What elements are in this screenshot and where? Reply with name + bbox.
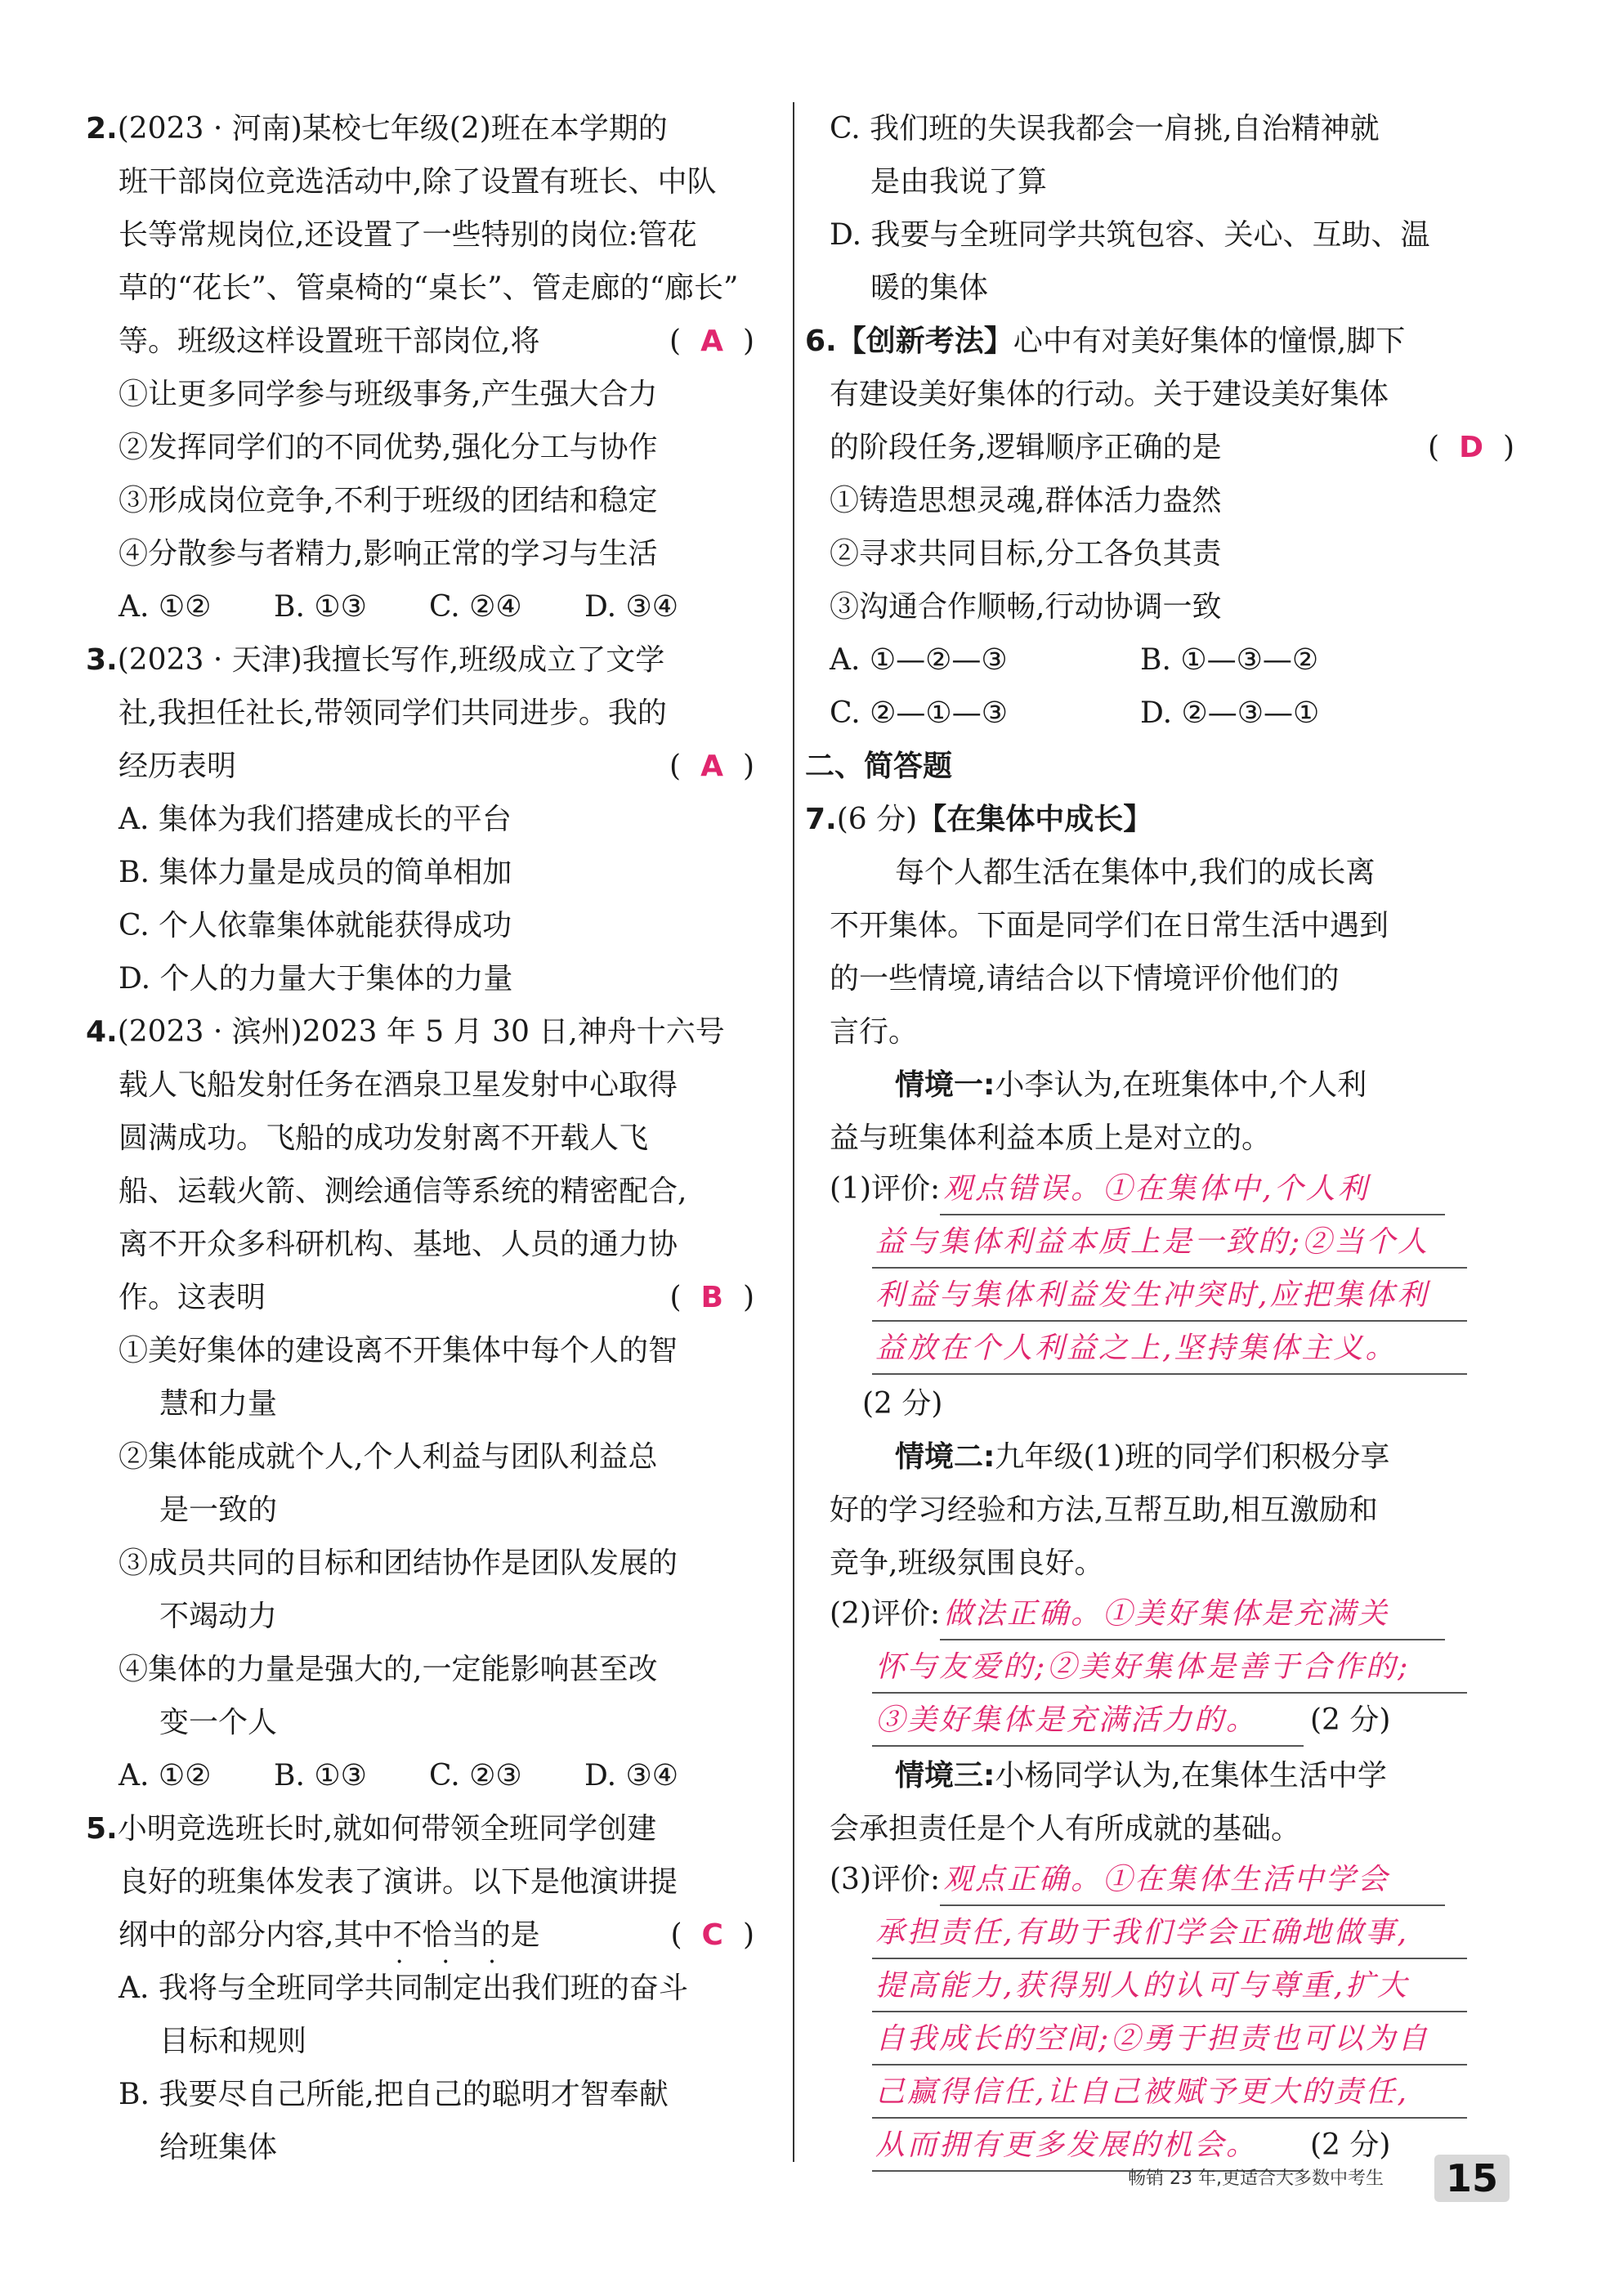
footer-slogan: 畅销 23 年,更适合大多数中考生 <box>1128 2168 1384 2189</box>
question-text: 离不开众多科研机构、基地、人员的通力协 <box>119 1228 678 1261</box>
scenario-text: 九年级(1)班的同学们积极分享 <box>995 1440 1390 1474</box>
question-text: 有建设美好集体的行动。关于建设美好集体 <box>830 378 1389 411</box>
question-text: 等。班级这样设置班干部岗位,将 <box>119 324 540 358</box>
handwritten-answer: 承担责任,有助于我们学会正确地做事, <box>872 1909 1467 1959</box>
question-text: 圆满成功。飞船的成功发射离不开载人飞 <box>119 1121 649 1155</box>
answer-letter: D <box>1459 431 1485 464</box>
question-text: 作。这表明 <box>119 1281 266 1314</box>
statement-item: ④分散参与者精力,影响正常的学习与生活 <box>119 537 658 571</box>
statement-item: ②寻求共同目标,分工各负其责 <box>830 537 1222 571</box>
handwritten-answer: 观点正确。①在集体生活中学会 <box>940 1855 1445 1906</box>
question-number: 3. <box>86 643 118 677</box>
scenario-text: 小李认为,在班集体中,个人利 <box>995 1068 1367 1102</box>
handwritten-answer: 己赢得信任,让自己被赋予更大的责任, <box>872 2068 1467 2119</box>
question-text: 社,我担任社长,带领同学们共同进步。我的 <box>119 696 667 730</box>
statement-item-cont: 变一个人 <box>159 1706 278 1739</box>
statement-item: ①美好集体的建设离不开集体中每个人的智 <box>119 1334 678 1367</box>
question-text: 班干部岗位竞选活动中,除了设置有班长、中队 <box>119 165 717 199</box>
option: C. ②④ <box>429 590 522 624</box>
question-number: 4. <box>86 1015 118 1049</box>
page-number: 15 <box>1434 2155 1510 2202</box>
scenario-text: 小杨同学认为,在集体生活中学 <box>995 1759 1387 1792</box>
evaluation-label: (1)评价: <box>830 1172 941 1206</box>
question-score: (6 分) <box>836 803 918 836</box>
question-text: (2023 · 天津)我擅长写作,班级成立了文学 <box>117 643 665 677</box>
scenario-label: 情境一: <box>895 1068 995 1102</box>
evaluation-label: (2)评价: <box>830 1597 941 1631</box>
statement-item: ①铸造思想灵魂,群体活力盎然 <box>830 484 1222 517</box>
intro-text: 言行。 <box>830 1015 919 1049</box>
statement-item: ①让更多同学参与班级事务,产生强大合力 <box>119 378 658 411</box>
option: C. 我们班的失误我都会一肩挑,自治精神就 <box>830 112 1380 145</box>
statement-item: ③沟通合作顺畅,行动协调一致 <box>830 590 1222 624</box>
score-label: (2 分) <box>862 1387 943 1421</box>
option-cont: 给班集体 <box>159 2131 278 2164</box>
question-text: (2023 · 河南)某校七年级(2)班在本学期的 <box>117 112 668 145</box>
statement-item: ②发挥同学们的不同优势,强化分工与协作 <box>119 431 658 464</box>
question-number: 7. <box>805 803 837 836</box>
option: A. ①—②—③ <box>830 643 1008 677</box>
handwritten-answer: 观点错误。①在集体中,个人利 <box>940 1165 1445 1215</box>
answer-bracket: ( A ) <box>669 324 756 358</box>
answer-letter: C <box>701 1918 725 1952</box>
question-6 <box>805 315 1516 846</box>
answer-bracket: ( B ) <box>669 1281 756 1314</box>
question-text: 良好的班集体发表了演讲。以下是他演讲提 <box>119 1865 678 1899</box>
question-text: 心中有对美好集体的憧憬,脚下 <box>1013 324 1406 358</box>
evaluation-label: (3)评价: <box>830 1863 941 1896</box>
section-title: 二、简答题 <box>805 750 953 783</box>
score-label: (2 分) <box>1310 2128 1391 2162</box>
option: C. 个人依靠集体就能获得成功 <box>119 909 512 942</box>
answer-letter: A <box>700 750 725 783</box>
option-cont: 目标和规则 <box>159 2025 307 2058</box>
question-5-continued <box>830 102 1516 315</box>
option: B. ①③ <box>274 1759 367 1792</box>
handwritten-answer: 自我成长的空间;②勇于担责也可以为自 <box>872 2015 1467 2066</box>
question-text: 草的“花长”、管桌椅的“桌长”、管走廊的“廊长” <box>119 271 739 305</box>
statement-item: ③成员共同的目标和团结协作是团队发展的 <box>119 1546 678 1580</box>
answer-bracket: ( D ) <box>1428 431 1516 464</box>
scenario-text: 益与班集体利益本质上是对立的。 <box>830 1121 1272 1155</box>
right-column <box>805 102 1516 2174</box>
statement-item-cont: 是一致的 <box>159 1493 278 1527</box>
answer-options <box>805 633 1516 687</box>
left-column <box>86 102 756 2174</box>
scenario-label: 情境二: <box>895 1440 995 1474</box>
option: D. ③④ <box>584 1759 679 1792</box>
option: B. ①—③—② <box>1140 643 1319 677</box>
option: D. 我要与全班同学共筑包容、关心、互助、温 <box>830 218 1430 252</box>
answer-letter: B <box>700 1281 725 1314</box>
answer-options <box>86 1749 756 1802</box>
option: B. ①③ <box>274 590 367 624</box>
answer-bracket: ( C ) <box>670 1918 756 1952</box>
option: B. 集体力量是成员的简单相加 <box>119 856 512 889</box>
column-divider <box>793 102 794 2162</box>
handwritten-answer: ③美好集体是充满活力的。 <box>872 1696 1304 1747</box>
handwritten-answer: 利益与集体利益发生冲突时,应把集体利 <box>872 1271 1467 1322</box>
answer-options <box>86 580 756 633</box>
question-text: 长等常规岗位,还设置了一些特别的岗位:管花 <box>119 218 697 252</box>
handwritten-answer: 怀与友爱的;②美好集体是善于合作的; <box>872 1643 1467 1694</box>
score-label: (2 分) <box>1310 1703 1391 1737</box>
question-number: 2. <box>86 112 118 145</box>
option: A. 我将与全班同学共同制定出我们班的奋斗 <box>119 1972 688 2005</box>
option: B. 我要尽自己所能,把自己的聪明才智奉献 <box>119 2078 669 2111</box>
option-cont: 暖的集体 <box>870 271 989 305</box>
statement-item-cont: 不竭动力 <box>159 1600 278 1633</box>
scenario-text: 会承担责任是个人有所成就的基础。 <box>830 1812 1301 1846</box>
statement-item: ④集体的力量是强大的,一定能影响甚至改 <box>119 1653 658 1686</box>
intro-text: 的一些情境,请结合以下情境评价他们的 <box>830 962 1340 996</box>
intro-text: 每个人都生活在集体中,我们的成长离 <box>895 856 1376 889</box>
answer-letter: A <box>700 324 725 358</box>
statement-item: ③形成岗位竞争,不利于班级的团结和稳定 <box>119 484 658 517</box>
answer-options <box>805 687 1516 740</box>
question-text: 的阶段任务,逻辑顺序正确的是 <box>830 431 1222 464</box>
handwritten-answer: 益放在个人利益之上,坚持集体主义。 <box>872 1324 1467 1375</box>
scenario-text: 好的学习经验和方法,互帮互助,相互激励和 <box>830 1493 1378 1527</box>
emphasis-text: 不恰当 • • • <box>392 1918 481 1952</box>
handwritten-answer: 做法正确。①美好集体是充满关 <box>940 1590 1445 1640</box>
question-text: 经历表明 <box>119 750 237 783</box>
question-text: 的是 <box>481 1918 540 1952</box>
question-text: 载人飞船发射任务在酒泉卫星发射中心取得 <box>119 1068 678 1102</box>
option: A. ①② <box>119 1759 212 1792</box>
option: D. ③④ <box>584 590 679 624</box>
question-text: 小明竞选班长时,就如何带领全班同学创建 <box>117 1812 657 1846</box>
question-3 <box>86 633 756 1005</box>
scenario-text: 竞争,班级氛围良好。 <box>830 1546 1104 1580</box>
question-number: 5. <box>86 1812 118 1846</box>
option: C. ②—①—③ <box>830 696 1008 730</box>
question-2 <box>86 102 756 633</box>
intro-text: 不开集体。下面是同学们在日常生活中遇到 <box>830 909 1389 942</box>
question-7-body <box>830 846 1516 2174</box>
question-tag: 【在集体中成长】 <box>917 803 1153 836</box>
option: A. 集体为我们搭建成长的平台 <box>119 803 512 836</box>
handwritten-answer: 益与集体利益本质上是一致的;②当个人 <box>872 1218 1467 1269</box>
question-5 <box>86 1802 756 2174</box>
handwritten-answer: 提高能力,获得别人的认可与尊重,扩大 <box>872 1962 1467 2012</box>
question-text: 船、运载火箭、测绘通信等系统的精密配合, <box>119 1175 687 1208</box>
option: C. ②③ <box>429 1759 522 1792</box>
question-text: (2023 · 滨州)2023 年 5 月 30 日,神舟十六号 <box>117 1015 725 1049</box>
option-cont: 是由我说了算 <box>870 165 1048 199</box>
option: D. 个人的力量大于集体的力量 <box>119 962 513 996</box>
option: A. ①② <box>119 590 212 624</box>
answer-bracket: ( A ) <box>669 750 756 783</box>
handwritten-answer: 从而拥有更多发展的机会。 <box>872 2121 1304 2172</box>
statement-item: ②集体能成就个人,个人利益与团队利益总 <box>119 1440 658 1474</box>
statement-item-cont: 慧和力量 <box>159 1387 278 1421</box>
option: D. ②—③—① <box>1140 696 1320 730</box>
question-number: 6. <box>805 324 837 358</box>
question-4 <box>86 1005 756 1802</box>
scenario-label: 情境三: <box>895 1759 995 1792</box>
question-text: 纲中的部分内容,其中 <box>119 1918 393 1952</box>
question-tag: 【创新考法】 <box>836 324 1013 358</box>
